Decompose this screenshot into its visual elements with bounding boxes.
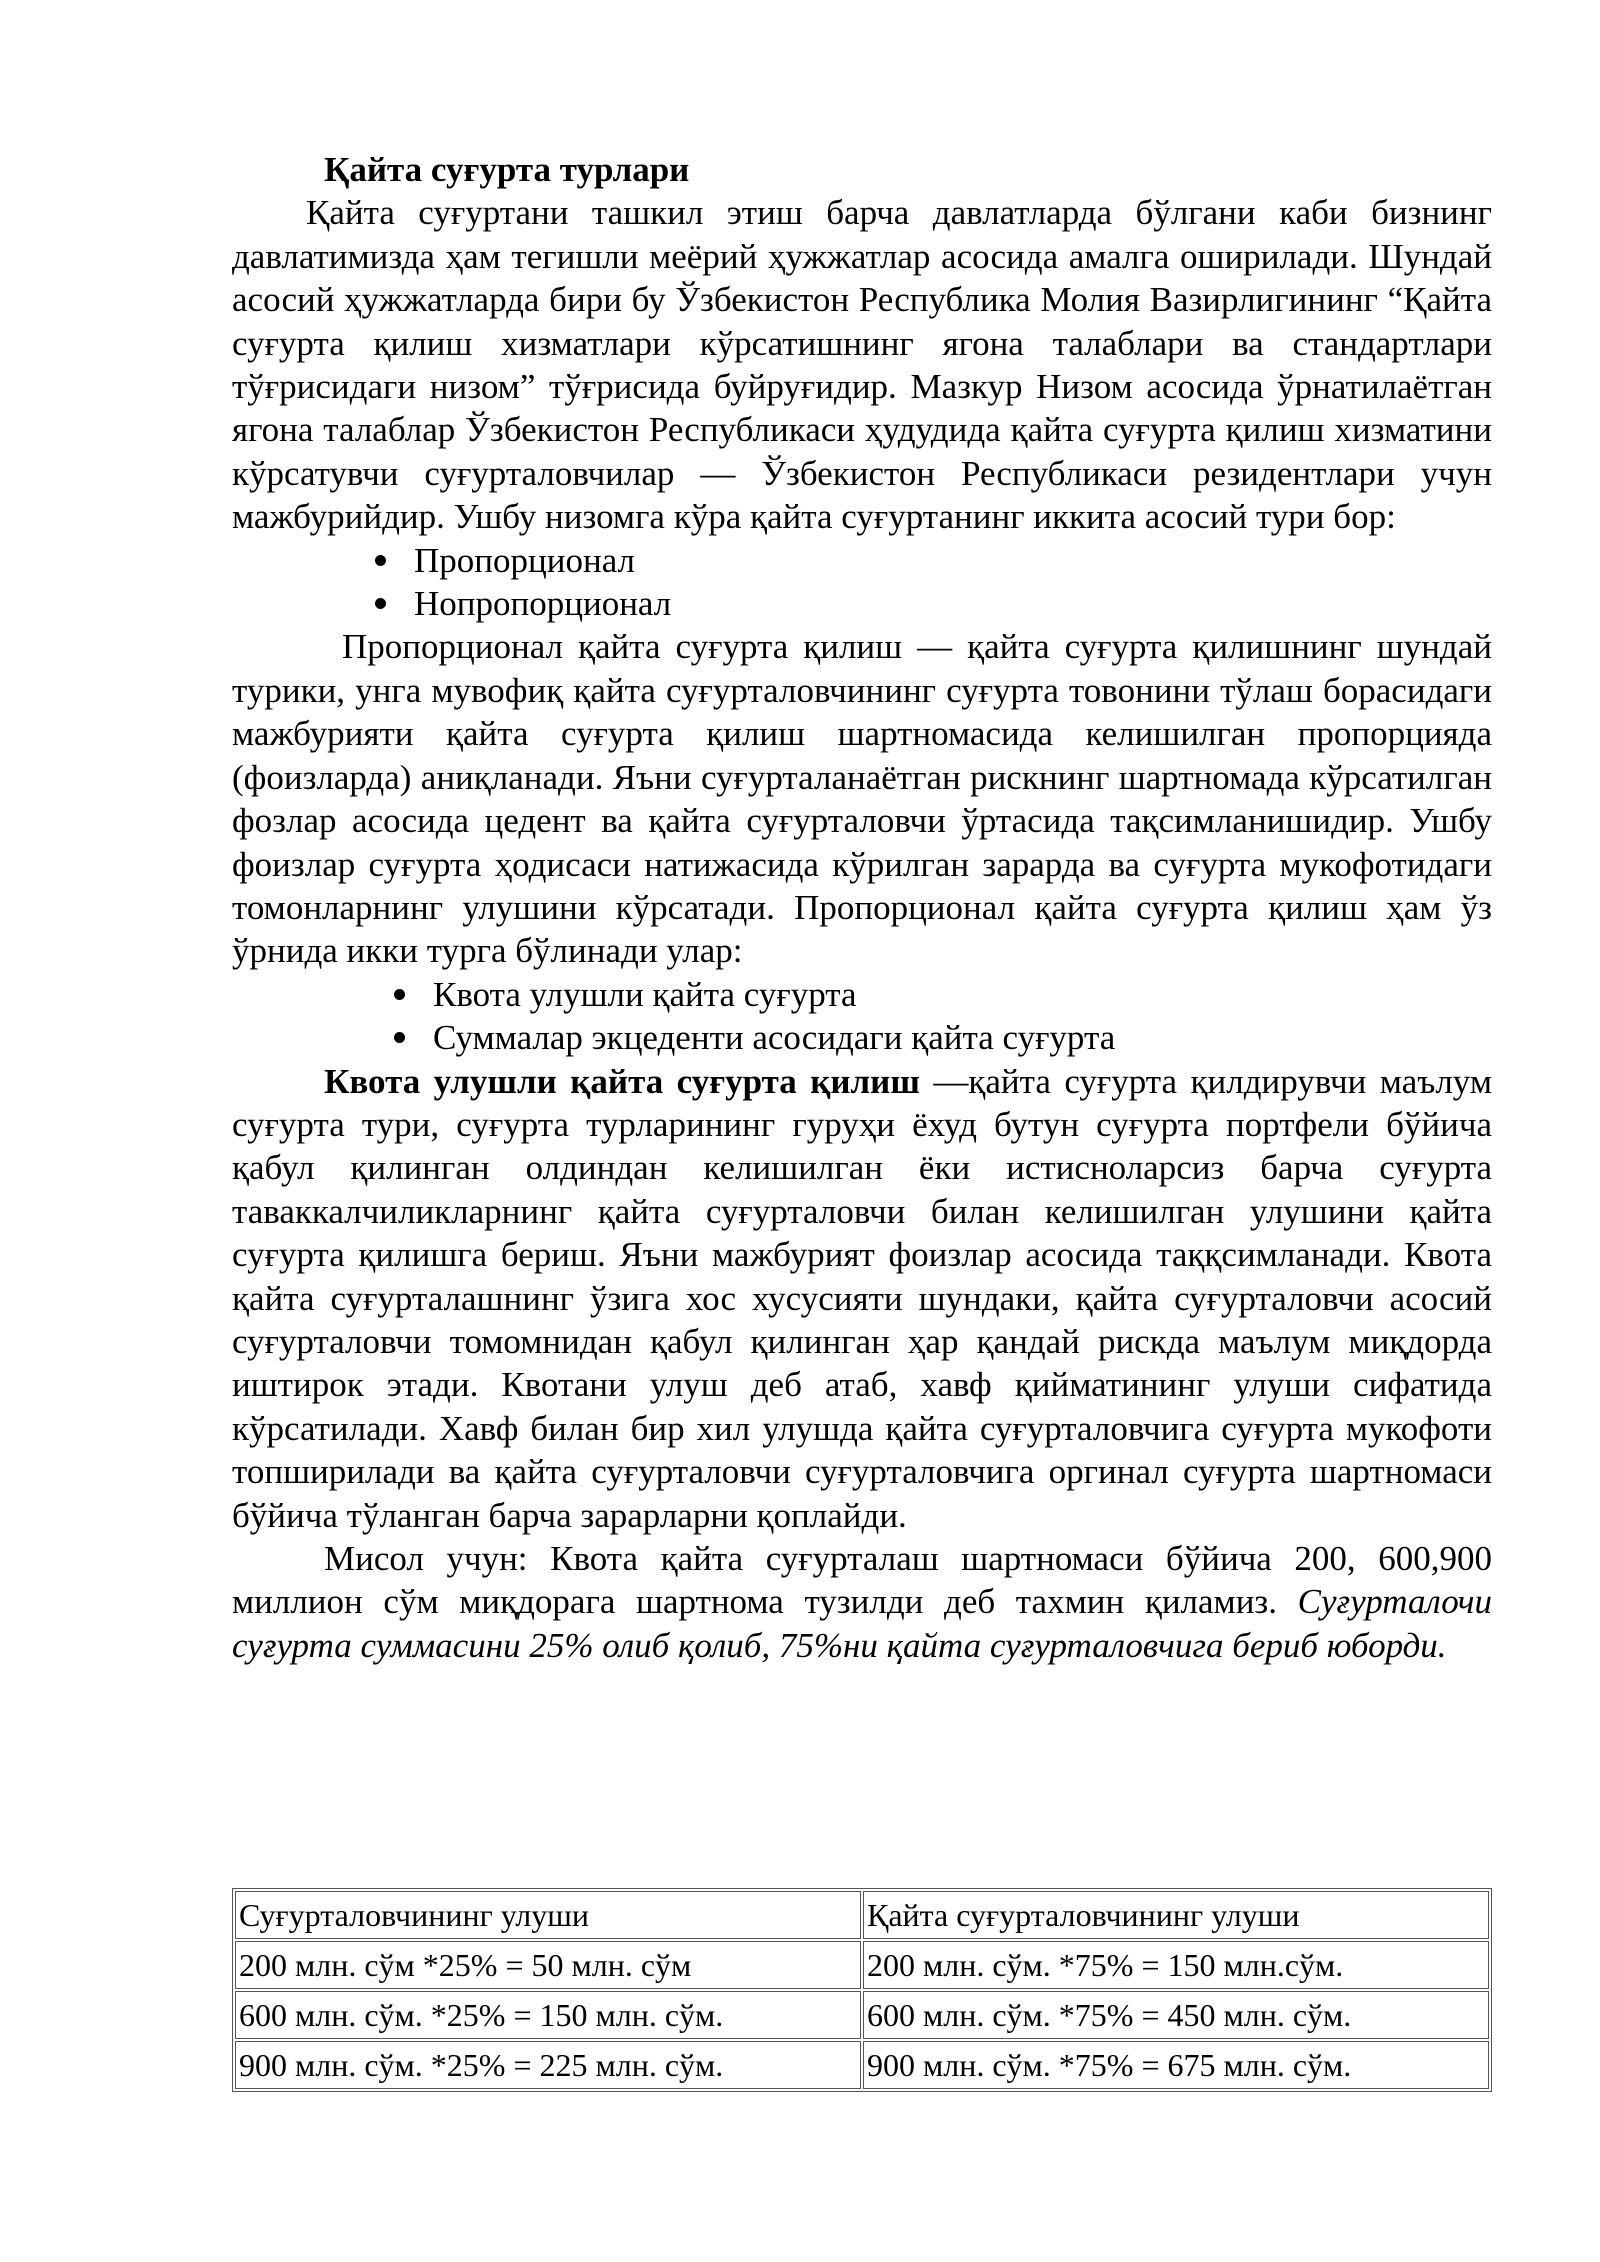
table-cell: 900 млн. сўм. *25% = 225 млн. сўм. — [235, 2041, 861, 2089]
quota-definition: —қайта суғурта қилдирувчи маълум суғурта тури, суғурта турларининг гуруҳи ёхуд бутун суғурта портфели бўйича қабул қилинган олдиндан келишилган ёки истисноларсиз барча суғурта таваккалчиликларнинг қайта суғурталовчи билан келишилган улушини қайта суғурта қилишга бериш. Яъни мажбурият фоизлар асосида таққсимланади. Квота қайта суғурталашнинг ўзига хос хусусияти шундаки, қайта суғурталовчи асосий суғурталовчи томомнидан қабул қилинган ҳар қандай рискда маълум миқдорда иштирок этади. Квотани улуш деб атаб, хавф қийматининг улуши сифатида кўрсатилади. Хавф билан бир хил улушда қайта суғурталовчига суғурта мукофоти топширилади ва қайта суғурталовчи суғурталовчига оргинал суғурта шартномаси бўйича тўланган барча зарарларни қоплайди. — [232, 1061, 1492, 1535]
table-row — [235, 1991, 1489, 2039]
quota-paragraph — [232, 1060, 1492, 1537]
list-item-text: Пропорционал — [414, 540, 636, 580]
list-item-text: Квота улушли қайта суғурта — [433, 974, 857, 1014]
list-item-text: Суммалар экцеденти асосидаги қайта суғурта — [433, 1018, 1116, 1058]
table-row — [235, 2041, 1489, 2089]
table-cell: 600 млн. сўм. *25% = 150 млн. сўм. — [235, 1991, 861, 2039]
table-cell: 200 млн. сўм *25% = 50 млн. сўм — [235, 1941, 861, 1989]
list-item — [375, 539, 1492, 582]
bullet-icon — [375, 555, 386, 566]
document-page — [232, 148, 1492, 2083]
table-row — [235, 1941, 1489, 1989]
table-cell: 600 млн. сўм. *75% = 450 млн. сўм. — [863, 1991, 1489, 2039]
table-cell: 900 млн. сўм. *75% = 675 млн. сўм. — [863, 2041, 1489, 2089]
list-item — [394, 973, 1492, 1016]
bullet-icon — [394, 1032, 405, 1043]
table-header-cell: Суғурталовчининг улуши — [235, 1891, 861, 1939]
bullet-icon — [375, 598, 386, 609]
table-header-cell: Қайта суғурталовчининг улуши — [863, 1891, 1489, 1939]
table-header-row — [235, 1891, 1489, 1939]
table-cell: 200 млн. сўм. *75% = 150 млн.сўм. — [863, 1941, 1489, 1989]
list-item-text: Нопропорционал — [414, 584, 672, 624]
intro-paragraph: Қайта суғуртани ташкил этиш барча давлатларда бўлгани каби бизнинг давлатимизда ҳам тегишли меёрий ҳужжатлар асосида амалга оширилади. Шундай асосий ҳужжатларда бири бу Ўзбекистон Республика Молия Вазирлигининг “Қайта суғурта қилиш хизматлари кўрсатишнинг ягона талаблари ва стандартлари тўғрисидаги низом” тўғрисида буйруғидир. Мазкур Низом асосида ўрнатилаётган ягона талаблар Ўзбекистон Республикаси ҳудудида қайта суғурта қилиш хизматини кўрсатувчи суғурталовчилар — Ўзбекистон Республикаси резидентлари учун мажбурийдир. Ушбу низомга кўра қайта суғуртанинг иккита асосий тури бор: — [232, 193, 1492, 537]
proportional-paragraph: Пропорционал қайта суғурта қилиш — қайта суғурта қилишнинг шундай турики, унга мувофиқ қайта суғурталовчининг суғурта товонини тўлаш борасидаги мажбурияти қайта суғурта қилиш шартномасида келишилган пропорцияда (фоизларда) аниқланади. Яъни суғурталанаётган рискнинг шартномада кўрсатилган фозлар асосида цедент ва қайта суғурталовчи ўртасида тақсимланишидир. Ушбу фоизлар суғурта ҳодисаси натижасида кўрилган зарарда ва суғурта мукофотидаги томонларнинг улушини кўрсатади. Пропорционал қайта суғурта қилиш ҳам ўз ўрнида икки турга бўлинади улар: — [232, 627, 1492, 971]
quota-term: Квота улушли қайта суғурта қилиш — [324, 1061, 920, 1101]
list-item — [394, 1016, 1492, 1059]
example-paragraph — [232, 1537, 1492, 1667]
example-text: Мисол учун: Квота қайта суғурталаш шартномаси бўйича 200, 600,900 миллион сўм миқдорага шартнома тузилди деб тахмин қиламиз. — [232, 1539, 1492, 1622]
bullet-icon — [394, 989, 405, 1000]
proportional-subtypes-list — [232, 973, 1492, 1060]
quota-share-table — [232, 1888, 1492, 2092]
list-item — [375, 582, 1492, 625]
example-italic-text: Суғурталочи суғурта суммасини 25% олиб қолиб, 75%ни қайта суғурталовчига бериб юборди. — [232, 1582, 1492, 1665]
reinsurance-types-list — [232, 539, 1492, 626]
section-heading: Қайта суғурта турлари — [324, 150, 690, 189]
